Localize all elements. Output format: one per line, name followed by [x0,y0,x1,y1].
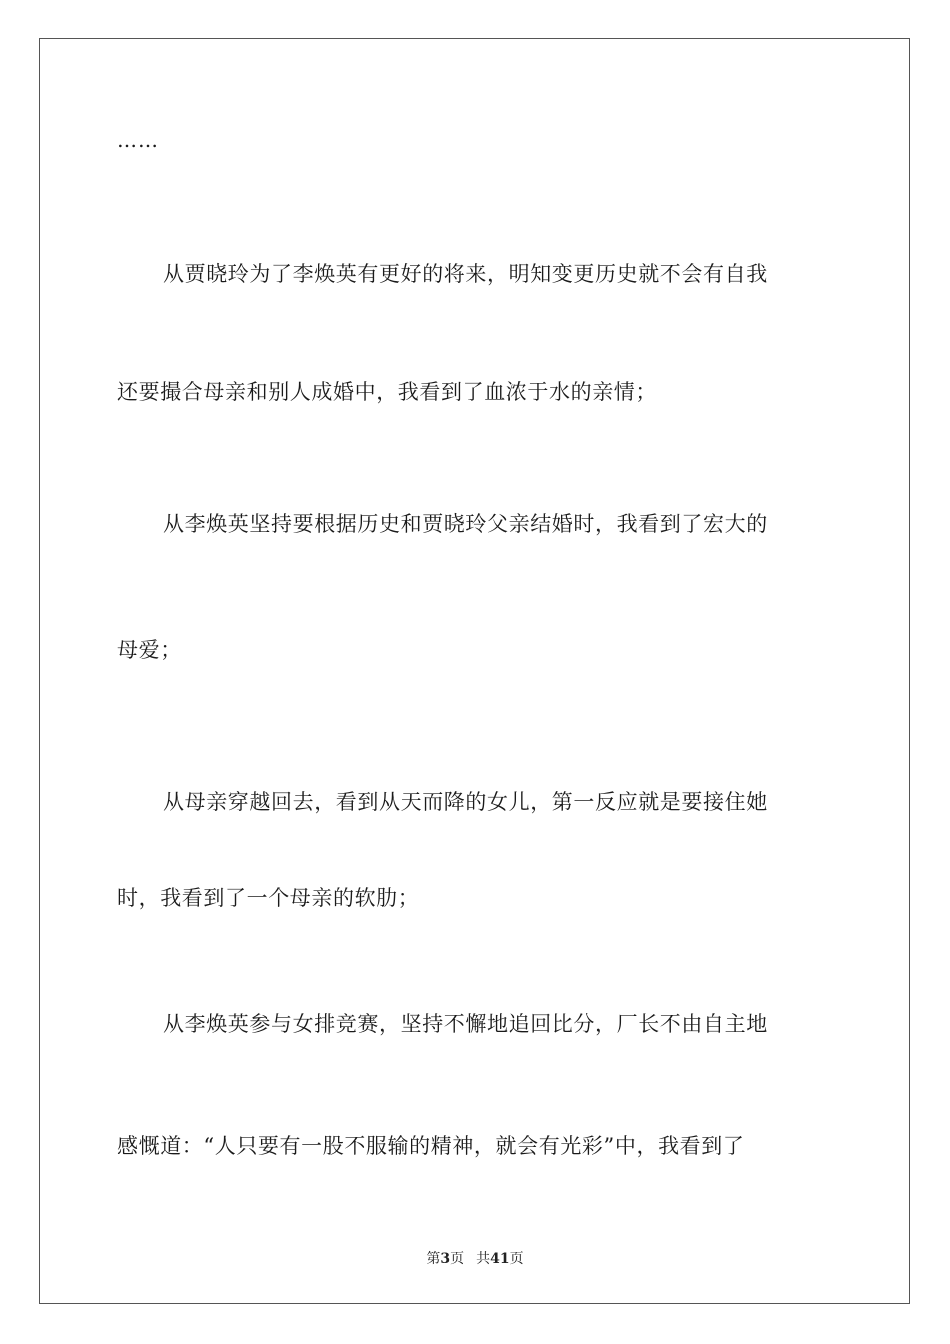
paragraph-line-1: 从贾晓玲为了李焕英有更好的将来，明知变更历史就不会有自我 [163,262,768,286]
total-prefix: 共 [476,1251,491,1267]
page-footer [0,1248,950,1268]
paragraph-line-7: 从李焕英参与女排竞赛，坚持不懈地追回比分，厂长不由自主地 [163,1012,768,1036]
paragraph-line-6: 时，我看到了一个母亲的软肋； [117,886,420,910]
paragraph-line-3: 从李焕英坚持要根据历史和贾晓玲父亲结婚时，我看到了宏大的 [163,512,768,536]
page-border [39,38,910,1304]
paragraph-line-5: 从母亲穿越回去，看到从天而降的女儿，第一反应就是要接住她 [163,790,768,814]
page-suffix: 页 [450,1251,465,1267]
ellipsis-text: …… [117,128,159,152]
paragraph-line-4: 母爱； [117,638,182,662]
total-suffix: 页 [509,1251,524,1267]
paragraph-line-8: 感慨道：“人只要有一股不服输的精神，就会有光彩”中，我看到了 [117,1134,745,1158]
paragraph-line-2: 还要撮合母亲和别人成婚中，我看到了血浓于水的亲情； [117,380,657,404]
page-prefix: 第 [426,1251,441,1267]
total-pages: 41 [490,1251,510,1267]
page-number: 3 [440,1251,451,1267]
